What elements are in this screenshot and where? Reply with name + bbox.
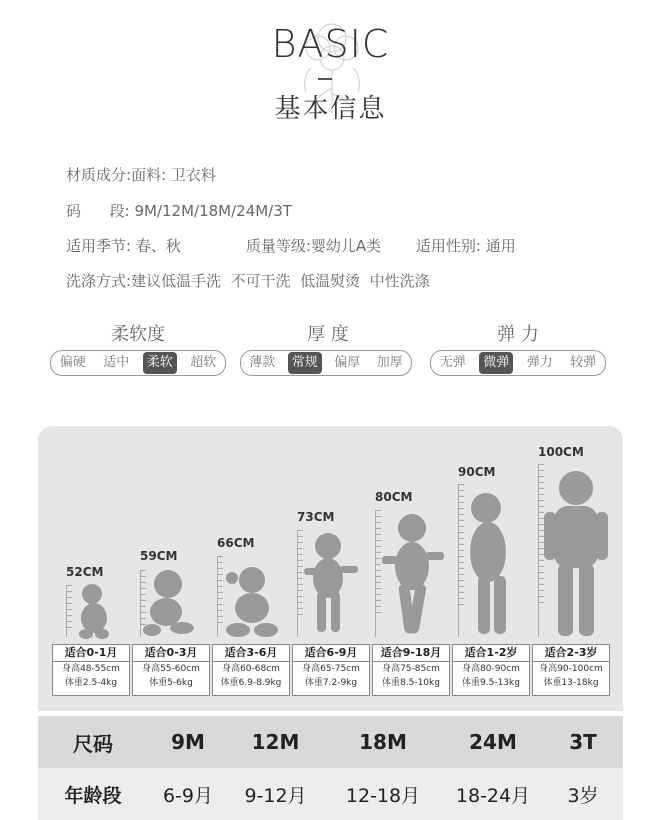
height-ruler [66,585,73,637]
standing-baby-silhouette-icon [300,530,362,640]
age-cell: 3岁 [567,784,599,807]
toddler-silhouette-icon [456,490,526,640]
growth-card-weight: 体重7.2-9kg [304,678,358,688]
material-value: 面料: 卫衣料 [131,166,216,184]
thickness-scale [240,350,412,376]
growth-card-height: 身高55-60cm [142,664,200,674]
height-label: 90CM [458,465,496,479]
age-cell: 18-24月 [455,784,531,807]
growth-card-title: 适合9-18月 [373,645,449,662]
material-label: 材质成分: [66,166,132,184]
growth-card-weight: 体重9.5-13kg [462,678,520,688]
growth-card [452,644,530,696]
thickness-option: 加厚 [376,355,403,370]
size-cell: 9M [171,730,205,754]
height-label: 100CM [538,445,584,459]
thickness-option: 薄款 [249,355,276,370]
season-value: 春、秋 [135,237,181,255]
softness-option: 偏硬 [59,355,86,370]
growth-card-weight: 体重2.5-4kg [64,678,118,688]
elasticity-scale [430,350,606,376]
growth-card [532,644,610,696]
quality-label: 质量等级: [245,237,311,255]
age-cell: 6-9月 [162,784,214,807]
growth-card-weight: 体重8.5-10kg [382,678,440,688]
gender-value: 通用 [485,237,516,255]
growth-card-title: 适合2-3岁 [533,645,609,662]
info-season-quality-gender [66,235,516,256]
size-header-label: 尺码 [73,731,113,756]
growth-card-weight: 体重13-18kg [543,678,599,688]
elasticity-title: 弹 力 [497,324,539,345]
height-label: 80CM [375,490,413,504]
size-cell: 24M [469,730,517,754]
growth-card [212,644,290,696]
growth-card-title: 适合0-3月 [133,645,209,662]
softness-title: 柔软度 [111,324,165,345]
growth-card-title: 适合6-9月 [293,645,369,662]
age-cell: 12-18月 [345,784,421,807]
growth-card-title: 适合0-1月 [53,645,129,662]
height-label: 66CM [217,536,255,550]
growth-card-height: 身高90-100cm [539,664,603,674]
title-divider [318,78,332,80]
section-subtitle: 基本信息 [274,94,387,124]
size-cell: 12M [251,730,300,754]
growth-card-height: 身高65-75cm [302,664,360,674]
wash-value: 建议低温手洗 不可干洗 低温熨烫 中性洗涤 [131,272,430,290]
sitting-baby-silhouette-icon [142,568,197,638]
thickness-option: 偏厚 [334,355,361,370]
elasticity-option: 无弹 [439,355,466,370]
walking-toddler-silhouette-icon [378,512,448,640]
size-cell: 18M [359,730,407,754]
elasticity-option: 弹力 [526,355,553,370]
size-cell: 3T [569,730,597,754]
age-cell: 9-12月 [244,784,307,807]
gender-label: 适用性别: [415,237,481,255]
growth-card [372,644,450,696]
growth-card [52,644,130,696]
size-label: 码 段: [66,202,130,220]
info-size [66,200,292,221]
growth-card-height: 身高80-90cm [462,664,520,674]
elasticity-option-selected: 微弹 [479,352,513,374]
thickness-title: 厚 度 [307,324,349,345]
height-label: 52CM [66,565,104,579]
size-row [38,716,623,768]
growth-card [292,644,370,696]
age-label: 年龄段 [64,784,122,807]
softness-option: 适中 [103,355,130,370]
newborn-silhouette-icon [74,580,114,640]
height-label: 59CM [140,549,178,563]
age-row [38,768,623,820]
height-label: 73CM [297,510,335,524]
thickness-option-selected: 常规 [288,352,322,374]
section-title: BASIC [271,22,390,66]
softness-option-selected: 柔软 [143,352,177,374]
growth-card-title: 适合1-2岁 [453,645,529,662]
info-material [66,164,216,185]
size-value: 9M/12M/18M/24M/3T [134,202,292,220]
wash-label: 洗涤方式: [66,272,132,290]
crawling-baby-silhouette-icon [222,560,282,638]
growth-card-weight: 体重6.9-8.9kg [220,678,282,688]
size-table [38,716,623,820]
growth-card [132,644,210,696]
growth-card-title: 适合3-6月 [213,645,289,662]
growth-card-height: 身高75-85cm [382,664,440,674]
season-label: 适用季节: [66,237,132,255]
quality-value: 婴幼儿A类 [310,237,382,255]
growth-card-weight: 体重5-6kg [149,678,193,688]
softness-option: 超软 [190,355,217,370]
softness-scale [50,350,226,376]
info-wash [66,270,430,291]
elasticity-option: 较弹 [570,355,597,370]
child-silhouette-icon [540,468,612,640]
growth-card-height: 身高48-55cm [62,664,120,674]
growth-card-height: 身高60-68cm [222,664,280,674]
